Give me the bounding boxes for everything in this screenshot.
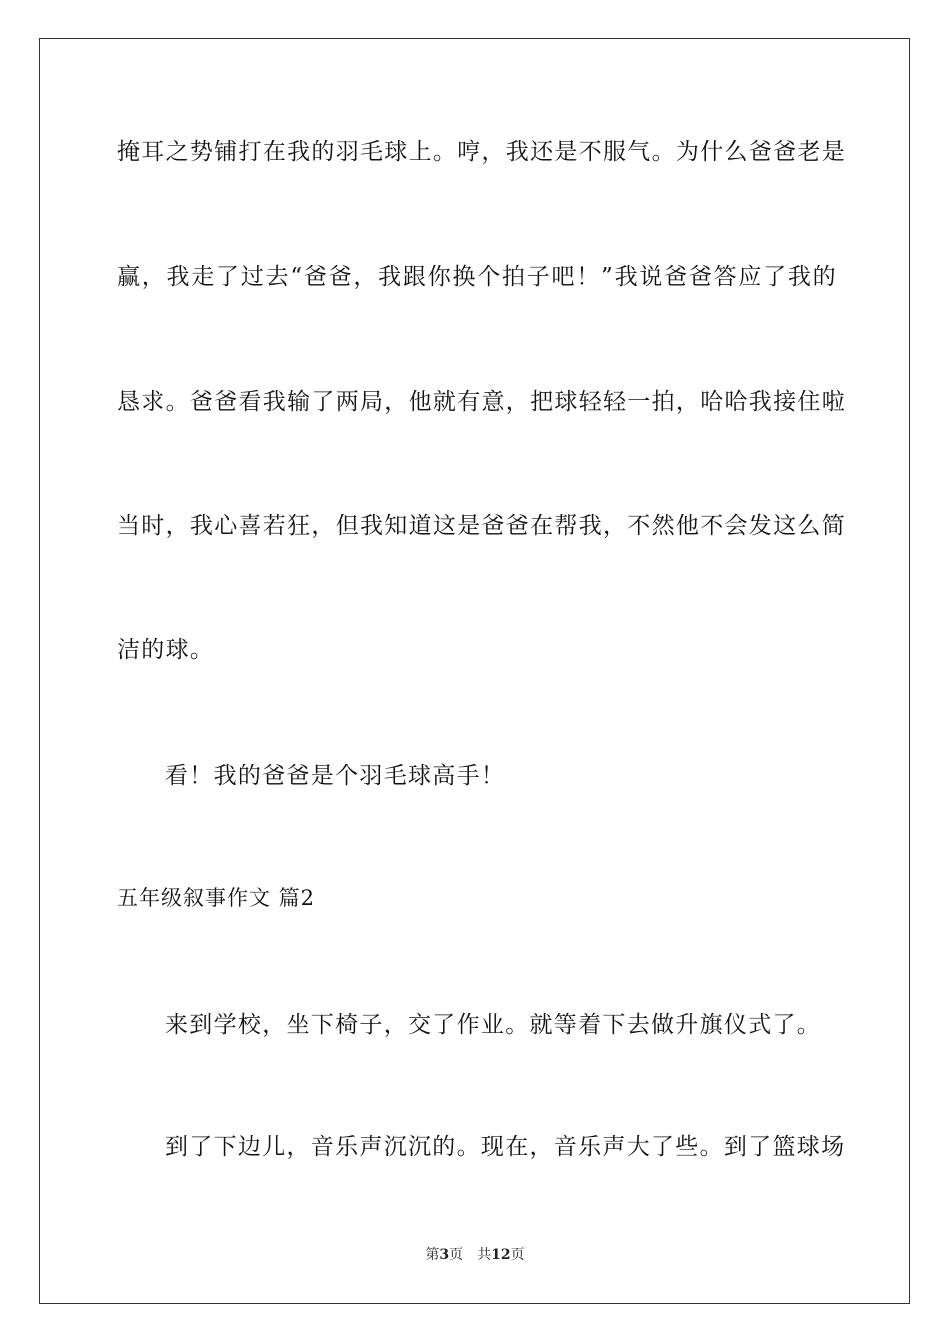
paragraph-1: 看！我的爸爸是个羽毛球高手！ (165, 763, 506, 789)
body-line-1: 掩耳之势铺打在我的羽毛球上。哼，我还是不服气。为什么爸爸老是 (117, 139, 846, 165)
body-line-5: 洁的球。 (117, 637, 215, 663)
footer-page-current: 3 (439, 1247, 450, 1263)
section-heading: 五年级叙事作文 篇2 (117, 886, 316, 910)
body-line-4: 当时，我心喜若狂，但我知道这是爸爸在帮我，不然他不会发这么简 (117, 513, 846, 539)
footer-total-suffix: 页 (510, 1247, 525, 1263)
paragraph-3: 到了下边儿，音乐声沉沉的。现在，音乐声大了些。到了篮球场 (165, 1134, 846, 1160)
body-line-2: 赢，我走了过去“爸爸，我跟你换个拍子吧！”我说爸爸答应了我的 (117, 264, 837, 290)
footer-total-prefix: 共 (477, 1247, 492, 1263)
page-frame (39, 38, 910, 1304)
paragraph-2: 来到学校，坐下椅子，交了作业。就等着下去做升旗仪式了。 (165, 1012, 822, 1038)
footer-page-total: 12 (491, 1247, 511, 1263)
footer-page-prefix: 第 (425, 1247, 440, 1263)
body-line-3: 恳求。爸爸看我输了两局，他就有意，把球轻轻一拍，哈哈我接住啦 (117, 389, 846, 415)
footer-page-suffix: 页 (449, 1247, 464, 1263)
page-footer (0, 1246, 950, 1264)
